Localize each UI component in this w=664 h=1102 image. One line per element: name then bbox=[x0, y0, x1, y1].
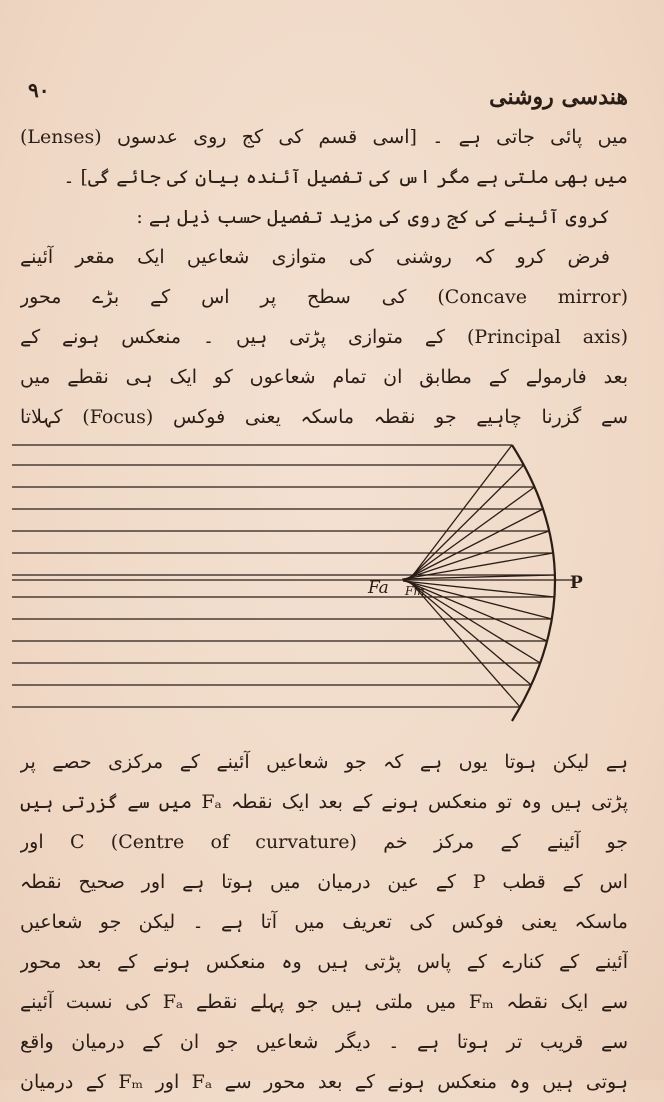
text-line: (Principal axis) کے متوازی پڑتی ہیں ۔ منعکس ہونے کے bbox=[20, 326, 628, 348]
text-line: جو آئینے کے مرکز خم C (Centre of curvature) اور bbox=[20, 831, 628, 853]
page-header bbox=[28, 78, 628, 114]
text-line: ماسکہ یعنی فوکس کی تعریف میں آتا ہے ۔ لیکن جو شعاعیں bbox=[20, 911, 628, 933]
concave-mirror-diagram bbox=[0, 425, 664, 735]
text-line: سے گزرنا چاہیے جو نقطہ ماسکہ یعنی فوکس (Focus) کہلاتا bbox=[20, 406, 628, 428]
text-line: بعد فارمولے کے مطابق ان تمام شعاعوں کو ایک ہی نقطے میں bbox=[20, 366, 628, 388]
reflected-ray bbox=[406, 581, 547, 641]
text-line: میں بھی ملتی ہے مگر اس کی تفصیل آئندہ بیان کی جائے گی] ۔ bbox=[63, 166, 628, 188]
top-paragraphs bbox=[20, 117, 628, 437]
bottom-paragraphs bbox=[20, 742, 628, 1102]
text-line: ہوتی ہیں وہ منعکس ہونے کے بعد محور سے Fₐ اور Fₘ کے درمیان bbox=[20, 1071, 628, 1093]
reflected-ray bbox=[406, 509, 543, 579]
text-line: فرض کرو کہ روشنی کی متوازی شعاعیں ایک مقعر آئینے bbox=[20, 246, 610, 268]
text-line: میں پائی جاتی ہے ۔ [اسی قسم کی کج روی عدسوں (Lenses) bbox=[20, 126, 628, 148]
reflected-ray bbox=[405, 531, 549, 579]
ray-group bbox=[12, 445, 575, 707]
text-line: سے ایک نقطہ Fₘ میں ملتی ہیں جو پہلے نقطے Fₐ کی نسبت آئینے bbox=[20, 991, 628, 1013]
text-line: کروی آئینے کی کج روی کی مزید تفصیل حسب ذیل ہے : bbox=[136, 206, 610, 228]
text-line: ہے لیکن ہوتا یوں ہے کہ جو شعاعیں آئینے کے مرکزی حصے پر bbox=[20, 751, 628, 773]
running-title: هندسی روشنی bbox=[489, 84, 628, 110]
text-line: (Concave mirror) کی سطح پر اس کے بڑے محور bbox=[20, 286, 628, 308]
text-line: سے قریب تر ہوتا ہے ۔ دیگر شعاعیں جو ان کے درمیان واقع bbox=[20, 1031, 628, 1053]
reflected-ray bbox=[408, 487, 535, 579]
label-fm: Fm bbox=[405, 584, 425, 598]
text-line: اس کے قطب P کے عین درمیان میں ہوتا ہے اور صحیح نقطہ bbox=[20, 871, 628, 893]
label-fa: Fa bbox=[368, 578, 389, 598]
reflected-ray bbox=[409, 465, 524, 579]
label-p: P bbox=[570, 573, 583, 593]
text-line: پڑتی ہیں وہ تو منعکس ہونے کے بعد ایک نقطہ Fₐ میں سے گزرتی ہیں bbox=[20, 791, 628, 813]
reflected-ray bbox=[410, 581, 521, 707]
page-number: ۹۰ bbox=[28, 78, 50, 102]
text-line: آئینے کے کنارے کے پاس پڑتی ہیں وہ منعکس ہونے کے بعد محور bbox=[20, 951, 628, 973]
